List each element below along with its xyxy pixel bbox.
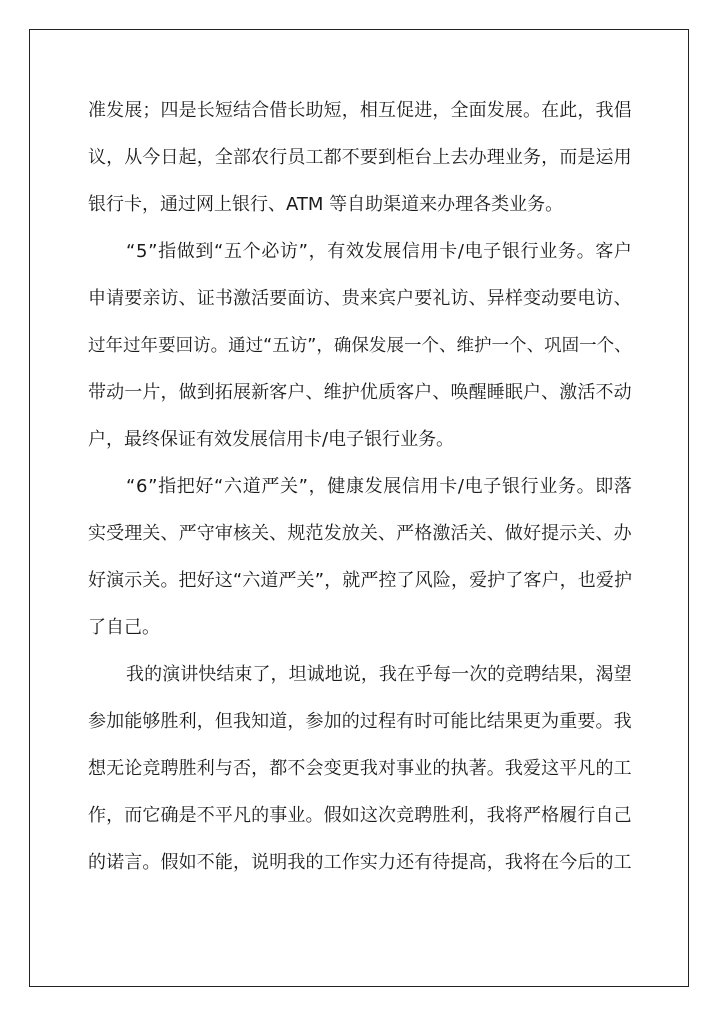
text-line: 了自己。 bbox=[88, 617, 160, 638]
text-line: 过 年 过 年 要 回 访 。 通 过 “ 五 访 ” ， 确 保 发 展 一 个 、 维 护 一 个 、 巩 固 一 个 、 bbox=[88, 336, 632, 356]
text-line: 实 受 理 关 、 严 守 审 核 关 、 规 范 发 放 关 、 严 格 激 活 关 、 做 好 提 示 关 、 办 bbox=[88, 523, 632, 544]
text-line: 银行卡，通过网上银行、ATM 等自助渠道来办理各类业务。 bbox=[88, 194, 564, 215]
text-line: 带 动 一 片 ， 做 到 拓 展 新 客 户 、 维 护 优 质 客 户 、 唤 醒 睡 眠 户 、 激 活 不 动 bbox=[88, 382, 632, 403]
text-line: “ 5 ” 指 做 到 “ 五 个 必 访 ” ， 有 效 发 展 信 用 卡 / 电 子 银 行 业 务 。 客 户 bbox=[126, 241, 632, 262]
text-line: “ 6 ” 指 把 好 “ 六 道 严 关 ” ， 健 康 发 展 信 用 卡 / 电 子 银 行 业 务 。 即 落 bbox=[126, 476, 632, 497]
page-border bbox=[29, 29, 689, 987]
text-line: 作 ， 而 它 确 是 不 平 凡 的 事 业 。 假 如 这 次 竞 聘 胜 利 ， 我 将 严 格 履 行 自 己 bbox=[88, 805, 632, 826]
text-line: 想 无 论 竞 聘 胜 利 与 否 ， 都 不 会 变 更 我 对 事 业 的 执 著 。 我 爱 这 平 凡 的 工 bbox=[88, 758, 632, 779]
text-line: 参 加 能 够 胜 利 ， 但 我 知 道 ， 参 加 的 过 程 有 时 可 能 比 结 果 更 为 重 要 。 我 bbox=[88, 711, 632, 732]
text-line: 户，最终保证有效发展信用卡/电子银行业务。 bbox=[88, 429, 455, 450]
text-line: 议 ， 从 今 日 起 ， 全 部 农 行 员 工 都 不 要 到 柜 台 上 去 办 理 业 务 ， 而 是 运 用 bbox=[88, 147, 632, 168]
text-line: 的 诺 言 。 假 如 不 能 ， 说 明 我 的 工 作 实 力 还 有 待 提 高 ， 我 将 在 今 后 的 工 bbox=[88, 852, 632, 873]
text-line: 申 请 要 亲 访 、 证 书 激 活 要 面 访 、 贵 来 宾 户 要 礼 访 、 异 样 变 动 要 电 访 、 bbox=[88, 288, 632, 309]
text-line: 好 演 示 关 。 把 好 这 “ 六 道 严 关 ” ， 就 严 控 了 风 险 ， 爱 护 了 客 户 ， 也 爱 护 bbox=[88, 570, 632, 591]
text-line: 我 的 演 讲 快 结 束 了 ， 坦 诚 地 说 ， 我 在 乎 每 一 次 的 竞 聘 结 果 ， 渴 望 bbox=[126, 664, 632, 685]
text-line: 准 发 展 ； 四 是 长 短 结 合 借 长 助 短 ， 相 互 促 进 ， 全 面 发 展 。 在 此 ， 我 倡 bbox=[88, 100, 632, 121]
